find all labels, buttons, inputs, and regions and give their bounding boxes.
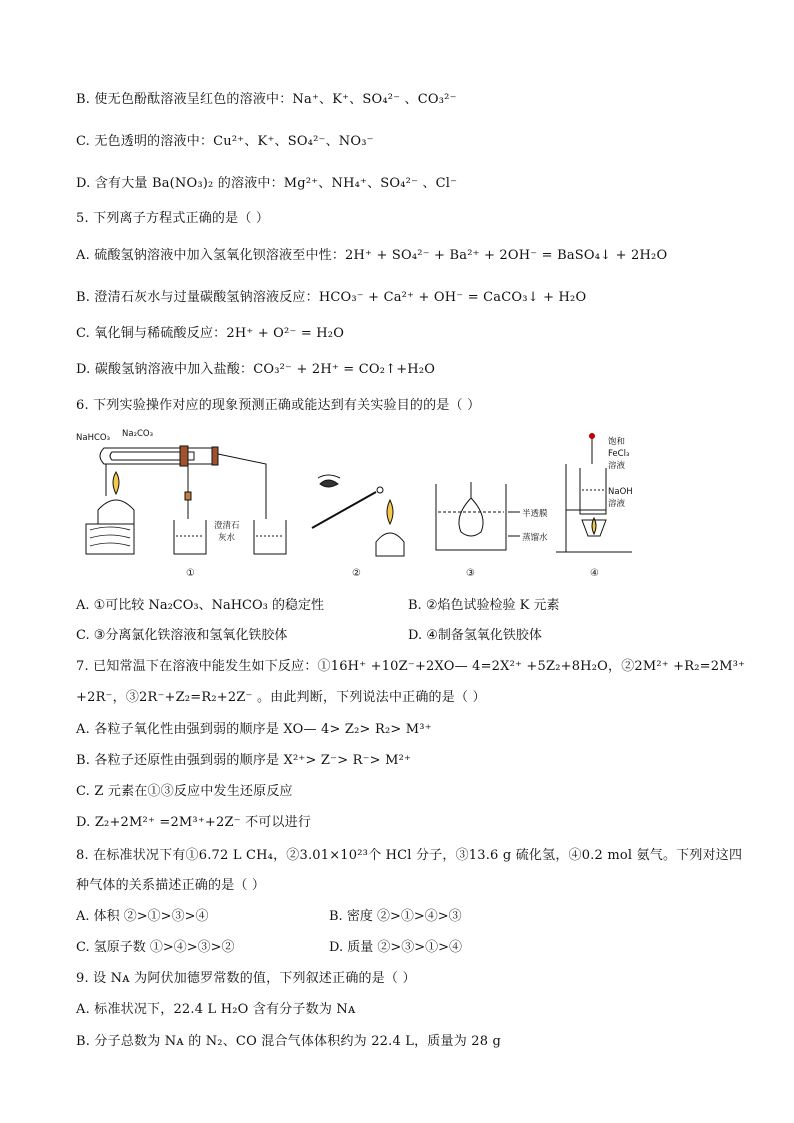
q8-option-d: D. 质量 ②>③>①>④ — [329, 940, 463, 955]
q5-option-d: D. 碳酸氢钠溶液中加入盐酸：CO₃²⁻ + 2H⁺ = CO₂↑+H₂O — [76, 362, 436, 377]
q7-option-c: C. Z 元素在①③反应中发生还原反应 — [76, 784, 293, 799]
q4-option-c: C. 无色透明的溶液中：Cu²⁺、K⁺、SO₄²⁻、NO₃⁻ — [76, 134, 374, 149]
label-naoh: NaOH — [608, 487, 633, 497]
q8-option-a: A. 体积 ②>①>③>④ — [76, 909, 209, 924]
apparatus-4 — [556, 434, 633, 580]
q5-option-a: A. 硫酸氢钠溶液中加入氢氧化钡溶液至中性：2H⁺ + SO₄²⁻ + Ba²⁺ + 2OH⁻ = BaSO₄↓ + 2H₂O — [76, 248, 668, 263]
q8-stem-line-1: 8. 在标准状况下有①6.72 L CH₄，②3.01×10²³个 HCl 分子，③13.6 g 硫化氢，④0.2 mol 氨气。下列对这四 — [76, 848, 743, 863]
q6-option-a: A. ①可比较 Na₂CO₃、NaHCO₃ 的稳定性 — [76, 598, 325, 613]
label-limewater-1: 澄清石 — [214, 521, 240, 531]
q7-stem-line-2: +2R⁻，③2R⁻+Z₂=R₂+2Z⁻ 。由此判断，下列说法中正确的是（ ） — [76, 690, 486, 705]
q6-apparatus-figure — [76, 424, 636, 582]
q7-option-d: D. Z₂+2M²⁺ =2M³⁺+2Z⁻ 不可以进行 — [76, 815, 312, 830]
figure-number-4: ④ — [590, 568, 599, 579]
label-solution-2: 溶液 — [608, 499, 626, 509]
q7-option-b: B. 各粒子还原性由强到弱的顺序是 X²⁺> Z⁻> R⁻> M²⁺ — [76, 753, 412, 768]
q5-stem: 5. 下列离子方程式正确的是（ ） — [76, 211, 270, 226]
label-solution-1: 溶液 — [608, 461, 626, 471]
label-saturated: 饱和 — [608, 437, 626, 447]
apparatus-1 — [76, 429, 286, 579]
label-limewater-2: 灰水 — [218, 533, 236, 543]
label-nahco3: NaHCO₃ — [76, 433, 110, 443]
q6-option-b: B. ②焰色试验检验 K 元素 — [408, 598, 560, 613]
q8-stem-line-2: 种气体的关系描述正确的是（ ） — [76, 878, 266, 893]
figure-number-2: ② — [352, 568, 361, 579]
q8-option-b: B. 密度 ②>①>④>③ — [329, 909, 462, 924]
apparatus-3 — [436, 482, 548, 579]
q8-option-c: C. 氢原子数 ①>④>③>② — [76, 940, 235, 955]
q9-option-b: B. 分子总数为 Nᴀ 的 N₂、CO 混合气体体积约为 22.4 L，质量为 28 g — [76, 1034, 502, 1049]
label-fecl3: FeCl₃ — [608, 449, 630, 459]
q6-stem: 6. 下列实验操作对应的现象预测正确或能达到有关实验目的的是（ ） — [76, 398, 481, 413]
figure-number-1: ① — [186, 568, 195, 579]
q5-option-c: C. 氧化铜与稀硫酸反应：2H⁺ + O²⁻ = H₂O — [76, 326, 345, 341]
q6-option-c: C. ③分离氯化铁溶液和氢氧化铁胶体 — [76, 628, 288, 643]
q6-option-d: D. ④制备氢氧化铁胶体 — [408, 628, 542, 643]
q5-option-b: B. 澄清石灰水与过量碳酸氢钠溶液反应：HCO₃⁻ + Ca²⁺ + OH⁻ = CaCO₃↓ + H₂O — [76, 290, 587, 305]
q7-stem-line-1: 7. 已知常温下在溶液中能发生如下反应：①16H⁺ +10Z⁻+2XO— 4=2X²⁺ +5Z₂+8H₂O，②2M²⁺ +R₂=2M³⁺ — [76, 659, 746, 674]
label-na2co3: Na₂CO₃ — [122, 429, 154, 439]
label-membrane: 半透膜 — [522, 509, 548, 519]
q9-option-a: A. 标准状况下，22.4 L H₂O 含有分子数为 Nᴀ — [76, 1002, 356, 1017]
q4-option-b: B. 使无色酚酞溶液呈红色的溶液中：Na⁺、K⁺、SO₄²⁻ 、CO₃²⁻ — [76, 92, 457, 107]
figure-number-3: ③ — [466, 568, 475, 579]
q4-option-d: D. 含有大量 Ba(NO₃)₂ 的溶液中：Mg²⁺、NH₄⁺、SO₄²⁻ 、Cl⁻ — [76, 176, 458, 191]
label-distilled-water: 蒸馏水 — [522, 533, 548, 543]
q9-stem: 9. 设 Nᴀ 为阿伏加德罗常数的值，下列叙述正确的是（ ） — [76, 971, 416, 986]
q7-option-a: A. 各粒子氧化性由强到弱的顺序是 XO— 4> Z₂> R₂> M³⁺ — [76, 722, 432, 737]
apparatus-2 — [312, 475, 404, 579]
